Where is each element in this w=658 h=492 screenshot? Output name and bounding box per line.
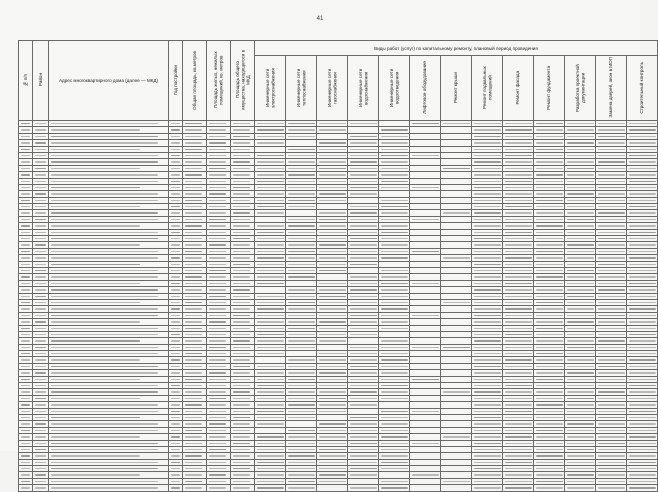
header-district: Район (33, 41, 49, 121)
header-work-8: Ремонт подвальных помещений (472, 56, 503, 121)
header-year: Год постройки (169, 41, 183, 121)
header-work-9: Ремонт фасада (503, 56, 534, 121)
capital-repair-table (18, 40, 658, 492)
header-work-1: Инженерные сети электроснабжения (255, 56, 286, 121)
header-work-2: Инженерные сети теплоснабжения (286, 56, 317, 121)
header-no: № п/п (19, 41, 33, 121)
header-work-11: Разработка проектной документации (565, 56, 596, 121)
header-living-area: Площадь жилых, нежилых помещений, кв. метров (207, 41, 231, 121)
header-work-13: Строительный контроль (627, 56, 658, 121)
header-work-6: Лифтовое оборудование (410, 56, 441, 121)
table-row (19, 485, 658, 491)
header-total-area: Общая площадь, кв.метров (183, 41, 207, 121)
header-works-group: Виды работ (услуг) по капитальному ремонту, плановый период проведения (255, 41, 658, 56)
header-work-7: Ремонт крыши (441, 56, 472, 121)
header-common-area: Площадь общего имущества, находящегося в МКД (231, 41, 255, 121)
header-work-3: Инженерные сети газоснабжения (317, 56, 348, 121)
header-work-4: Инженерные сети водоснабжения (348, 56, 379, 121)
header-work-12: Замена дверей, окон в МОП (596, 56, 627, 121)
table-body (19, 121, 658, 492)
page-number: 41 (316, 16, 324, 22)
header-address: Адрес многоквартирного дома (далее — МКД) (49, 41, 169, 121)
header-work-5: Инженерные сети водоотведения (379, 56, 410, 121)
header-work-10: Ремонт фундамента (534, 56, 565, 121)
